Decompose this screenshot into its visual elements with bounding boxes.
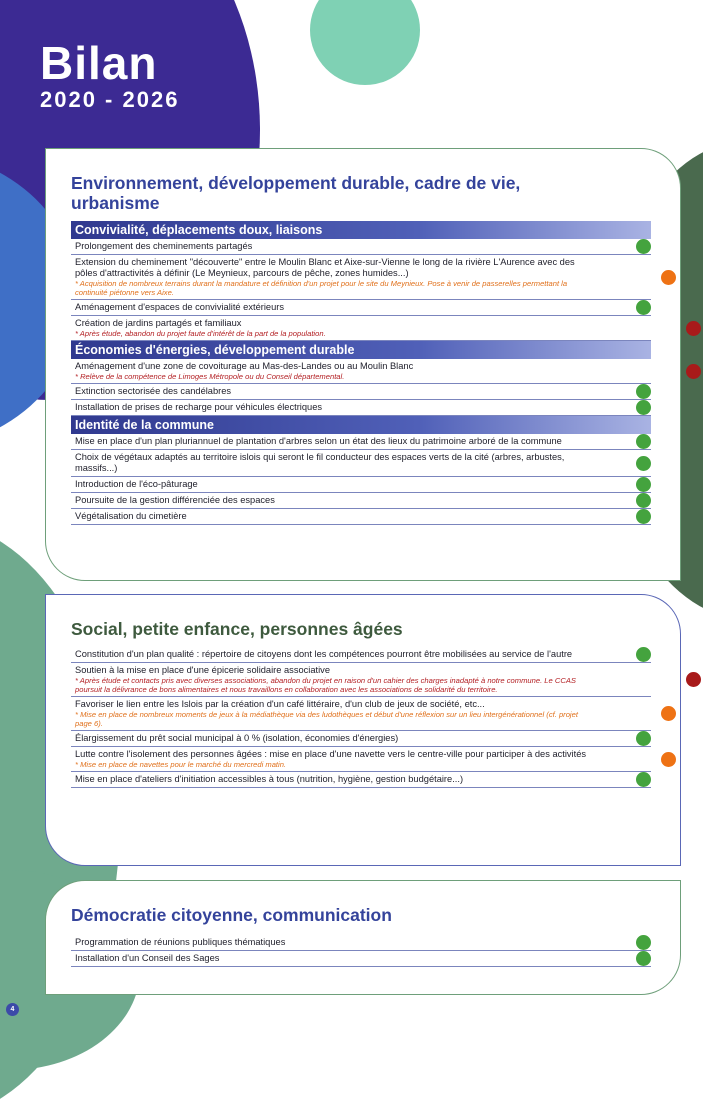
status-dot-orange	[661, 706, 676, 721]
section-title-democracy: Démocratie citoyenne, communication	[71, 905, 392, 925]
environment-table	[71, 221, 651, 525]
row-label: Choix de végétaux adaptés au territoire islois qui seront le fil conducteur des espaces verts de la cité (arbres, arbustes, massifs...)	[75, 452, 565, 473]
social-card	[45, 594, 681, 866]
row-note: * Après étude et contacts pris avec diverses associations, abandon du projet en raison d'un cahier des charges inadapté à notre commune. Le CCAS poursuit la délivrance de bons alimentaires et nous travaillons en collaboration avec les associations de solidarité du territoire.	[75, 676, 576, 694]
row-label: Végétalisation du cimetière	[75, 511, 187, 521]
row-label: Introduction de l'éco-pâturage	[75, 479, 198, 489]
row-label: Extension du cheminement "découverte" entre le Moulin Blanc et Aixe-sur-Vienne le long de la rivière L'Aurence avec des pôles d'attractivités à définir (Le Meynieux, parcours de pêche, zones humides...)	[75, 257, 575, 278]
status-dot-green	[636, 731, 651, 746]
row-label: Favoriser le lien entre les Islois par la création d'un café littéraire, d'un club de jeux de société, etc...	[75, 699, 485, 709]
page-number: 4	[6, 1003, 19, 1016]
table-row	[71, 509, 651, 525]
cover-title-main: Bilan	[40, 37, 158, 89]
status-dot-green	[636, 400, 651, 415]
table-row	[71, 300, 651, 316]
status-dot-red	[686, 364, 701, 379]
status-dot-green	[636, 434, 651, 449]
table-row	[71, 647, 651, 663]
status-dot-green	[636, 935, 651, 950]
status-dot-orange	[661, 270, 676, 285]
table-row	[71, 400, 651, 416]
cover-years: 2020 - 2026	[40, 87, 180, 112]
category-header: Identité de la commune	[71, 416, 651, 434]
row-label: Installation de prises de recharge pour véhicules électriques	[75, 402, 323, 412]
status-dot-green	[636, 509, 651, 524]
status-dot-red	[686, 321, 701, 336]
row-note: * Mise en place de navettes pour le marché du mercredi matin.	[75, 760, 287, 769]
status-dot-green	[636, 772, 651, 787]
row-note: * Relève de la compétence de Limoges Métropole ou du Conseil départemental.	[75, 372, 345, 381]
row-label: Mise en place d'ateliers d'initiation accessibles à tous (nutrition, hygiène, gestion budgétaire...)	[75, 774, 464, 784]
row-label: Poursuite de la gestion différenciée des espaces	[75, 495, 275, 505]
row-label: Mise en place d'un plan pluriannuel de plantation d'arbres selon un état des lieux du patrimoine arboré de la commune	[75, 436, 562, 446]
status-dot-green	[636, 951, 651, 966]
table-row	[71, 731, 651, 747]
table-row	[71, 384, 651, 400]
table-row	[71, 663, 651, 697]
status-dot-green	[636, 477, 651, 492]
table-row	[71, 747, 651, 772]
status-dot-orange	[661, 752, 676, 767]
social-table	[71, 647, 651, 788]
row-note: * Acquisition de nombreux terrains durant la mandature et définition d'un projet pour le site du Meynieux. Pose à venir de passerelles permettant la continuité piétonne vers Aixe.	[75, 279, 568, 297]
row-label: Lutte contre l'isolement des personnes âgées : mise en place d'une navette vers le centre-ville pour participer à des activités	[75, 749, 587, 759]
row-label: Élargissement du prêt social municipal à 0 % (isolation, économies d'énergies)	[75, 733, 399, 743]
status-dot-green	[636, 239, 651, 254]
row-label: Aménagement d'espaces de convivialité extérieurs	[75, 302, 285, 312]
row-label: Aménagement d'une zone de covoiturage au Mas-des-Landes ou au Moulin Blanc	[75, 361, 414, 371]
row-label: Installation d'un Conseil des Sages	[75, 953, 220, 963]
democracy-table	[71, 935, 651, 967]
table-row	[71, 359, 651, 384]
cover-title	[40, 38, 179, 112]
table-row	[71, 951, 651, 967]
row-note: * Mise en place de nombreux moments de jeux à la médiathèque via des ludothèques et début d'une réflexion sur un lieu intergénérationnel (cf. projet page 6).	[75, 710, 578, 728]
status-dot-green	[636, 493, 651, 508]
row-label: Création de jardins partagés et familiaux	[75, 318, 242, 328]
table-row	[71, 477, 651, 493]
section-title-social: Social, petite enfance, personnes âgées	[71, 619, 403, 639]
status-dot-green	[636, 456, 651, 471]
table-row	[71, 493, 651, 509]
status-dot-green	[636, 647, 651, 662]
row-label: Soutien à la mise en place d'une épicerie solidaire associative	[75, 665, 331, 675]
row-note: * Après étude, abandon du projet faute d'intérêt de la part de la population.	[75, 329, 326, 338]
category-header: Économies d'énergies, développement durable	[71, 341, 651, 359]
table-row	[71, 255, 651, 300]
section-title-environment: Environnement, développement durable, cadre de vie, urbanisme	[71, 173, 521, 213]
row-label: Constitution d'un plan qualité : répertoire de citoyens dont les compétences pourront être mobilisées au service de l'autre	[75, 649, 573, 659]
table-row	[71, 772, 651, 788]
table-row	[71, 316, 651, 341]
table-row	[71, 935, 651, 951]
status-dot-red	[686, 672, 701, 687]
environment-card	[45, 148, 681, 581]
status-dot-green	[636, 300, 651, 315]
category-header: Convivialité, déplacements doux, liaisons	[71, 221, 651, 239]
status-dot-green	[636, 384, 651, 399]
democracy-card	[45, 880, 681, 995]
row-label: Programmation de réunions publiques thématiques	[75, 937, 286, 947]
table-row	[71, 697, 651, 731]
bg-mint-circle	[310, 0, 420, 85]
table-row	[71, 434, 651, 450]
row-label: Prolongement des cheminements partagés	[75, 241, 253, 251]
row-label: Extinction sectorisée des candélabres	[75, 386, 232, 396]
table-row	[71, 239, 651, 255]
table-row	[71, 450, 651, 477]
